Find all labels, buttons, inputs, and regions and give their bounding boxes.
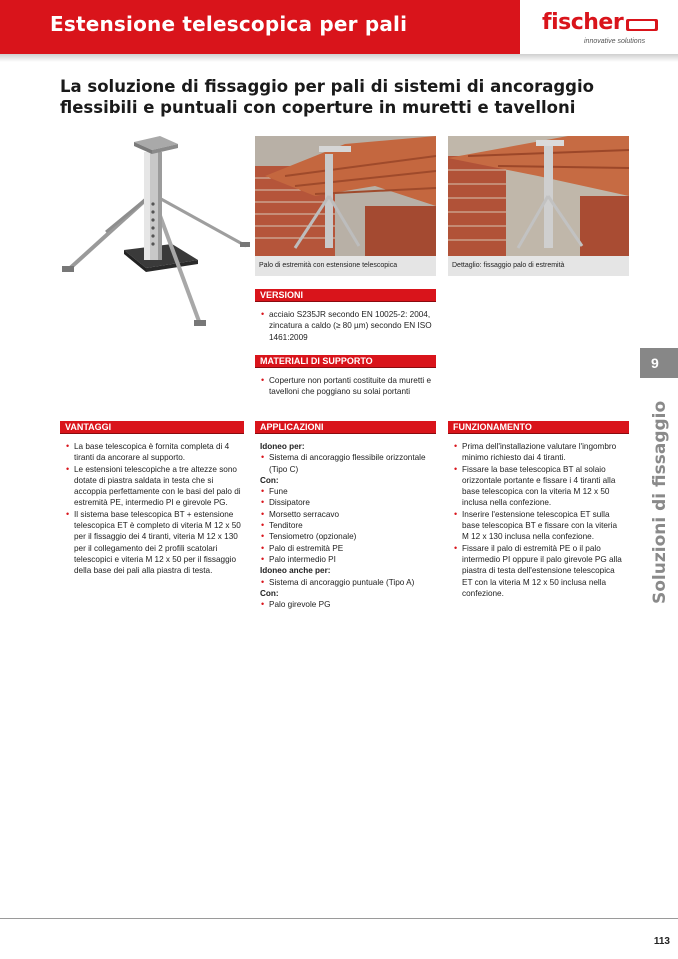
list-item: • Coperture non portanti costituite da muretti e tavelloni che poggiano su solai portanti (260, 375, 432, 398)
chapter-tab: 9 (640, 348, 678, 378)
section-vantaggi-list (65, 441, 241, 577)
list-item: • Inserire l'estensione telescopica ET sulla base telescopica BT e fissare con la viteria M 12 x 130 inclusa nella confezione. (453, 509, 625, 543)
list-item: • Sistema di ancoraggio flessibile orizzontale (Tipo C) (260, 452, 436, 475)
list-heading: Idoneo anche per: (260, 566, 331, 576)
footer-rule (0, 918, 678, 919)
photo-end-post-detail (448, 136, 629, 256)
section-materiali-title: MATERIALI DI SUPPORTO (255, 355, 436, 368)
section-materiali-list (260, 375, 432, 398)
chapter-title-vertical: Soluzioni di fissaggio (650, 400, 670, 604)
list-item: • Palo intermedio PI (260, 554, 436, 565)
section-vantaggi-title: VANTAGGI (60, 421, 244, 434)
brand-logo: fischer (542, 10, 624, 35)
subtitle: La soluzione di fissaggio per pali di sistemi di ancoraggio flessibili e puntuali con coperture in muretti e tavelloni (60, 77, 594, 117)
list-item: • Prima dell'installazione valutare l'ingombro minimo richiesto dai 4 tiranti. (453, 441, 625, 464)
list-item: • La base telescopica è fornita completa di 4 tiranti da ancorare al supporto. (65, 441, 241, 464)
section-applicazioni-list (260, 441, 436, 610)
section-versioni-title: VERSIONI (255, 289, 436, 302)
list-item: • Fune (260, 486, 436, 497)
list-heading: Con: (260, 475, 279, 485)
section-funzionamento-title: FUNZIONAMENTO (448, 421, 629, 434)
list-item: • Fissare il palo di estremità PE o il palo intermedio PI oppure il palo girevole PG alla piastra di testa dell'estensione telescopica ET con la viteria M 12 x 50 inclusa nella confezione. (453, 543, 625, 599)
list-item: • Tenditore (260, 520, 436, 531)
header-shadow (0, 54, 678, 62)
list-item: • Sistema di ancoraggio puntuale (Tipo A) (260, 577, 436, 588)
list-item: • Palo girevole PG (260, 599, 436, 610)
list-heading: Idoneo per: (260, 442, 305, 451)
list-item: • Dissipatore (260, 497, 436, 508)
list-item: • Palo di estremità PE (260, 543, 436, 554)
brand-logo-mark-icon (626, 19, 658, 31)
photo-end-post (255, 136, 436, 256)
photo-end-post-caption: Palo di estremità con estensione telescopica (255, 256, 436, 276)
brand-tagline: innovative solutions (584, 38, 646, 45)
list-heading: Con: (260, 588, 279, 598)
section-versioni-list (260, 309, 432, 343)
list-item: • Il sistema base telescopica BT + estensione telescopica ET è completo di viteria M 12 x 50 per il fissaggio dei 4 tiranti, viteria M 12 x 130 per il collegamento dei 2 profili scatolari telescopici e viteria M 12 x 50 per il fissaggio della base dei pali alla piastra di testa. (65, 509, 241, 577)
list-item: • Fissare la base telescopica BT al solaio orizzontale portante e fissare i 4 tiranti alla base telescopica con la viteria M 12 x 50 inclusa nella confezione. (453, 464, 625, 509)
list-item: • acciaio S235JR secondo EN 10025-2: 2004, zincatura a caldo (≥ 80 µm) secondo EN ISO 1461:2009 (260, 309, 432, 343)
page-number: 113 (653, 936, 670, 947)
page-title: Estensione telescopica per pali (50, 12, 408, 36)
list-item: • Morsetto serracavo (260, 509, 436, 520)
list-item: • Le estensioni telescopiche a tre altezze sono dotate di piastra saldata in testa che si accoppia perfettamente con le basi del palo di estremità PE, intermedio PI e girevole PG. (65, 464, 241, 509)
product-image (60, 132, 250, 332)
photo-end-post-detail-caption: Dettaglio: fissaggio palo di estremità (448, 256, 629, 276)
list-item: • Tensiometro (opzionale) (260, 531, 436, 542)
section-funzionamento-list (453, 441, 625, 599)
section-applicazioni-title: APPLICAZIONI (255, 421, 436, 434)
